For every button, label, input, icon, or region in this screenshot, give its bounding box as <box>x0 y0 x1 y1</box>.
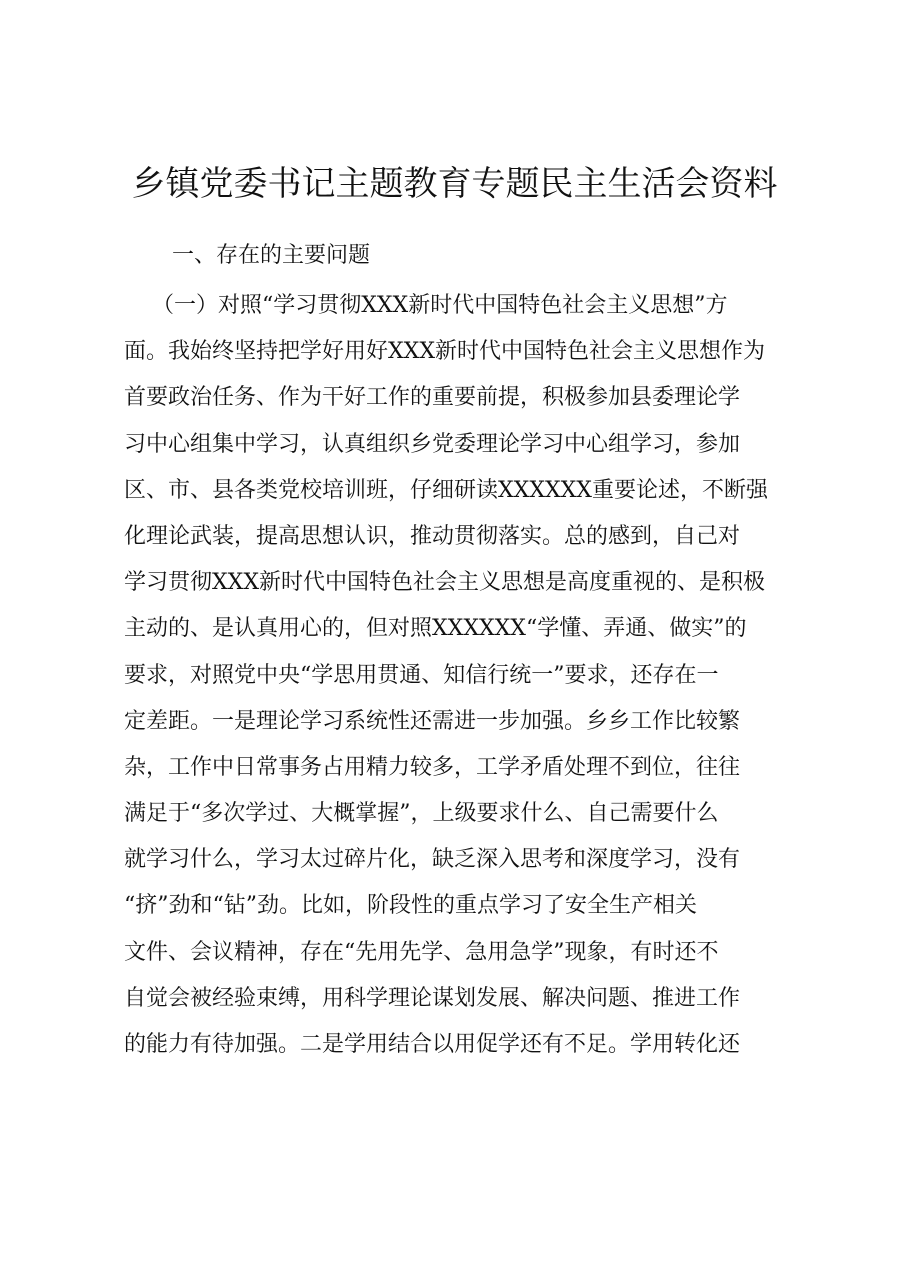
body-line: 首要政治任务、作为干好工作的重要前提，积极参加县委理论学 <box>124 385 741 411</box>
body-line: 化理论武装，提高思想认识，推动贯彻落实。总的感到，自己对 <box>124 523 741 549</box>
body-line: 就学习什么，学习太过碎片化，缺乏深入思考和深度学习，没有 <box>124 847 741 873</box>
body-line: 自觉会被经验束缚，用科学理论谋划发展、解决问题、推进工作 <box>124 985 741 1011</box>
body-line: 面。我始终坚持把学好用好XXX新时代中国特色社会主义思想作为 <box>124 339 765 365</box>
body-line: 主动的、是认真用心的，但对照XXXXXX“学懂、弄通、做实”的 <box>124 616 747 642</box>
body-line: “挤”劲和“钻”劲。比如，阶段性的重点学习了安全生产相关 <box>124 893 697 919</box>
body-line: 满足于“多次学过、大概掌握”，上级要求什么、自己需要什么 <box>124 801 719 827</box>
body-text <box>124 283 824 1068</box>
body-line: 的能力有待加强。二是学用结合以用促学还有不足。学用转化还 <box>124 1032 741 1057</box>
body-line: 定差距。一是理论学习系统性还需进一步加强。乡乡工作比较繁 <box>124 708 741 734</box>
body-line: 文件、会议精神，存在“先用先学、急用急学”现象，有时还不 <box>124 939 719 965</box>
body-line: 学习贯彻XXX新时代中国特色社会主义思想是高度重视的、是积极 <box>124 570 765 596</box>
body-line: 习中心组集中学习，认真组织乡党委理论学习中心组学习，参加 <box>124 431 741 457</box>
body-line: 要求，对照党中央“学思用贯通、知信行统一”要求，还存在一 <box>124 662 719 688</box>
body-line: （一）对照“学习贯彻XXX新时代中国特色社会主义思想”方 <box>124 293 728 318</box>
body-line: 杂，工作中日常事务占用精力较多，工学矛盾处理不到位，往往 <box>124 754 741 780</box>
body-line: 区、市、县各类党校培训班，仔细研读XXXXXX重要论述，不断强 <box>124 477 768 503</box>
section-heading: 一、存在的主要问题 <box>172 243 371 268</box>
document-title: 乡镇党委书记主题教育专题民主生活会资料 <box>131 164 778 204</box>
